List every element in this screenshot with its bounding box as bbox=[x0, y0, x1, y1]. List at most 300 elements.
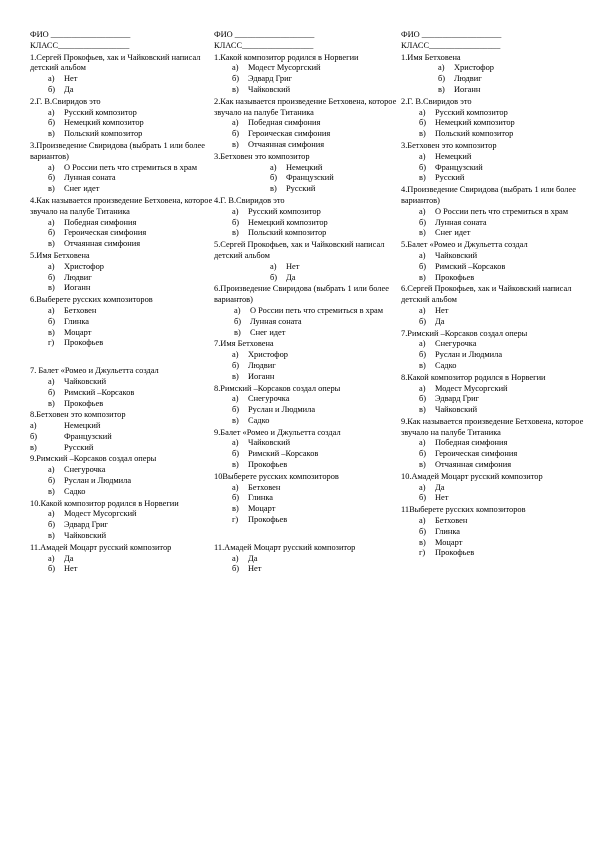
answer-option bbox=[401, 163, 586, 174]
option-letter: б) bbox=[232, 405, 240, 415]
answer-option bbox=[30, 273, 215, 284]
option-letter: б) bbox=[48, 173, 56, 183]
option-letter: б) bbox=[232, 564, 240, 574]
question-text: 3.Бетховен это композитор bbox=[401, 140, 497, 150]
answer-option bbox=[214, 173, 399, 184]
option-text: Французский bbox=[64, 431, 112, 441]
option-letter: а) bbox=[232, 350, 239, 360]
option-text: Русский bbox=[64, 442, 94, 452]
option-letter: б) bbox=[419, 316, 427, 326]
option-letter: б) bbox=[419, 118, 427, 128]
option-text: Снег идет bbox=[435, 228, 471, 238]
option-letter: в) bbox=[232, 504, 239, 514]
answer-option bbox=[214, 273, 399, 284]
option-text: Русский композитор bbox=[435, 107, 508, 117]
option-text: Чайковский bbox=[64, 531, 107, 541]
option-text: Моцарт bbox=[248, 504, 276, 514]
option-text: Христофор bbox=[454, 63, 494, 73]
option-letter: б) bbox=[419, 350, 427, 360]
answer-option bbox=[214, 118, 399, 129]
option-letter: б) bbox=[48, 387, 56, 397]
answer-option bbox=[214, 416, 399, 427]
option-text: Людвиг bbox=[454, 74, 482, 84]
option-letter: б) bbox=[232, 493, 240, 503]
option-letter: а) bbox=[232, 482, 239, 492]
option-letter: б) bbox=[48, 316, 56, 326]
question-text: 11.Амадей Моцарт русский композитор bbox=[214, 542, 356, 552]
question-text: 11Выберете русских композиторов bbox=[401, 505, 526, 515]
answer-option bbox=[30, 487, 215, 498]
answer-option bbox=[214, 317, 399, 328]
option-letter: в) bbox=[48, 184, 55, 194]
option-letter: а) bbox=[48, 376, 55, 386]
question-text: 6.Произведение Свиридова (выбрать 1 или более вариантов) bbox=[214, 284, 389, 305]
answer-option bbox=[30, 228, 215, 239]
option-text: Нет bbox=[64, 564, 78, 574]
question-text: 4.Произведение Свиридова (выбрать 1 или более вариантов) bbox=[401, 185, 576, 205]
option-text: Прокофьев bbox=[435, 548, 475, 558]
answer-option bbox=[30, 306, 215, 317]
answer-option bbox=[401, 273, 586, 284]
option-text: Бетховен bbox=[248, 482, 281, 492]
option-letter: а) bbox=[438, 63, 445, 73]
answer-option bbox=[30, 173, 215, 184]
question-text: 10.Какой композитор родился в Норвегии bbox=[30, 498, 179, 508]
option-text: Чайковский bbox=[248, 84, 291, 94]
answer-option bbox=[401, 493, 586, 504]
answer-option bbox=[401, 306, 586, 317]
answer-option bbox=[30, 421, 215, 432]
question-text: 1.Имя Бетховена bbox=[401, 52, 461, 62]
option-letter: в) bbox=[438, 84, 445, 94]
option-letter: б) bbox=[419, 394, 427, 404]
option-letter: а) bbox=[419, 151, 426, 161]
option-text: Победная симфония bbox=[435, 438, 508, 448]
option-text: Нет bbox=[64, 74, 78, 84]
answer-option bbox=[214, 306, 399, 317]
answer-option bbox=[30, 388, 215, 399]
question-text: 5.Имя Бетховена bbox=[30, 250, 90, 260]
option-letter: в) bbox=[48, 129, 55, 139]
option-text: Немецкий bbox=[64, 421, 101, 431]
answer-option bbox=[401, 108, 586, 119]
option-letter: б) bbox=[48, 476, 56, 486]
option-text: Чайковский bbox=[64, 376, 107, 386]
answer-option bbox=[30, 108, 215, 119]
option-text: Нет bbox=[435, 305, 449, 315]
answer-option bbox=[401, 394, 586, 405]
option-text: Да bbox=[435, 316, 445, 326]
option-text: Героическая симфония bbox=[64, 228, 147, 238]
option-text: Модест Мусоргский bbox=[64, 509, 137, 519]
answer-option bbox=[401, 438, 586, 449]
answer-option bbox=[401, 85, 586, 96]
question-text: 7.Римский –Корсаков создал оперы bbox=[401, 328, 528, 338]
answer-option bbox=[214, 564, 399, 575]
option-text: Иоганн bbox=[454, 84, 481, 94]
option-text: Иоганн bbox=[64, 283, 91, 293]
option-letter: а) bbox=[48, 162, 55, 172]
option-text: Да bbox=[64, 553, 74, 563]
option-letter: в) bbox=[270, 184, 277, 194]
option-letter: б) bbox=[419, 493, 427, 503]
option-text: Героическая симфония bbox=[248, 129, 331, 139]
option-text: О России петь что стремиться в храм bbox=[435, 206, 569, 216]
option-text: Глинка bbox=[64, 316, 90, 326]
option-letter: б) bbox=[48, 272, 56, 282]
option-text: Отчаянная симфония bbox=[64, 239, 141, 249]
answer-option bbox=[30, 476, 215, 487]
answer-option bbox=[30, 283, 215, 294]
option-text: Немецкий bbox=[286, 162, 323, 172]
option-letter: а) bbox=[48, 465, 55, 475]
question-text: 8.Бетховен это композитор bbox=[30, 410, 126, 420]
option-letter: в) bbox=[232, 84, 239, 94]
option-text: Снег идет bbox=[250, 327, 286, 337]
answer-option bbox=[30, 262, 215, 273]
answer-option bbox=[401, 538, 586, 549]
option-text: Глинка bbox=[435, 526, 461, 536]
answer-option bbox=[214, 438, 399, 449]
option-text: Садко bbox=[64, 486, 86, 496]
answer-option bbox=[30, 118, 215, 129]
option-text: Чайковский bbox=[435, 250, 478, 260]
option-letter: а) bbox=[48, 305, 55, 315]
option-text: Прокофьев bbox=[248, 515, 288, 525]
option-letter: в) bbox=[419, 537, 426, 547]
option-text: Победная симфония bbox=[64, 217, 137, 227]
spacer bbox=[214, 526, 399, 542]
option-letter: в) bbox=[419, 272, 426, 282]
option-text: Бетховен bbox=[435, 516, 468, 526]
option-text: Римский –Корсаков bbox=[248, 449, 319, 459]
option-letter: а) bbox=[419, 206, 426, 216]
answer-option bbox=[30, 163, 215, 174]
option-letter: в) bbox=[48, 283, 55, 293]
answer-option bbox=[401, 118, 586, 129]
answer-option bbox=[401, 339, 586, 350]
answer-option bbox=[30, 531, 215, 542]
option-letter: в) bbox=[232, 415, 239, 425]
option-text: Садко bbox=[435, 360, 457, 370]
answer-option bbox=[401, 317, 586, 328]
answer-option bbox=[30, 520, 215, 531]
option-text: Глинка bbox=[248, 493, 274, 503]
question-list bbox=[401, 53, 586, 560]
answer-option bbox=[401, 361, 586, 372]
option-letter: б) bbox=[438, 74, 446, 84]
option-letter: б) bbox=[270, 173, 278, 183]
option-letter: в) bbox=[419, 405, 426, 415]
option-text: Нет bbox=[248, 564, 262, 574]
option-letter: а) bbox=[232, 553, 239, 563]
option-text: Христофор bbox=[64, 261, 104, 271]
option-text: Немецкий bbox=[435, 151, 472, 161]
answer-option bbox=[401, 228, 586, 239]
answer-option bbox=[401, 152, 586, 163]
option-letter: а) bbox=[48, 217, 55, 227]
answer-option bbox=[401, 63, 586, 74]
spacer bbox=[30, 349, 215, 365]
answer-option bbox=[214, 85, 399, 96]
option-letter: б) bbox=[232, 74, 240, 84]
option-letter: в) bbox=[234, 327, 241, 337]
answer-option bbox=[214, 262, 399, 273]
question-text: 2.Как называется произведение Бетховена, которое звучало на палубе Титаника bbox=[214, 96, 397, 117]
question-text: 4.Г. В.Свиридов это bbox=[214, 195, 285, 205]
test-variant-3 bbox=[401, 30, 586, 559]
question-text: 9.Как называется произведение Бетховена, которое звучало на палубе Титаника bbox=[401, 416, 584, 437]
answer-option bbox=[401, 262, 586, 273]
answer-option bbox=[214, 163, 399, 174]
option-text: Русский bbox=[286, 184, 316, 194]
answer-option bbox=[30, 554, 215, 565]
option-letter: а) bbox=[419, 250, 426, 260]
answer-option bbox=[401, 350, 586, 361]
option-text: Прокофьев bbox=[64, 338, 104, 348]
option-text: Модест Мусоргский bbox=[435, 383, 508, 393]
option-text: Отчаянная симфония bbox=[435, 460, 512, 470]
option-text: Отчаянная симфония bbox=[248, 139, 325, 149]
option-text: Моцарт bbox=[64, 327, 92, 337]
option-text: Эдвард Григ bbox=[64, 520, 108, 530]
option-letter: в) bbox=[419, 173, 426, 183]
question-text: 6.Сергей Прокофьев, хак и Чайковский написал детский альбом bbox=[401, 284, 572, 305]
answer-option bbox=[401, 173, 586, 184]
answer-option bbox=[30, 328, 215, 339]
option-letter: г) bbox=[48, 338, 55, 348]
option-text: Победная симфония bbox=[248, 118, 321, 128]
question-text: 5.Сергей Прокофьев, хак и Чайковский написал детский альбом bbox=[214, 240, 385, 260]
question-text: 3.Произведение Свиридова (выбрать 1 или более вариантов) bbox=[30, 140, 205, 161]
question-text: 2.Г. В.Свиридов это bbox=[401, 96, 472, 106]
option-letter: в) bbox=[419, 360, 426, 370]
option-letter: б) bbox=[48, 520, 56, 530]
option-letter: а) bbox=[419, 339, 426, 349]
option-letter: в) bbox=[232, 460, 239, 470]
answer-option bbox=[214, 460, 399, 471]
option-letter: б) bbox=[48, 118, 56, 128]
question-text: 7. Балет «Ромео и Джульетта создал bbox=[30, 366, 159, 376]
option-letter: в) bbox=[419, 228, 426, 238]
answer-option bbox=[401, 405, 586, 416]
question-text: 7.Имя Бетховена bbox=[214, 339, 274, 349]
answer-option bbox=[30, 399, 215, 410]
option-text: Прокофьев bbox=[248, 460, 288, 470]
option-letter: а) bbox=[419, 383, 426, 393]
option-letter: б) bbox=[48, 564, 56, 574]
option-letter: а) bbox=[232, 63, 239, 73]
option-text: Польский композитор bbox=[435, 129, 514, 139]
option-text: Эдвард Григ bbox=[248, 74, 292, 84]
option-letter: а) bbox=[48, 107, 55, 117]
question-list bbox=[30, 53, 215, 576]
class-line: КЛАСС_________________ bbox=[30, 40, 130, 50]
option-letter: б) bbox=[419, 526, 427, 536]
option-letter: б) bbox=[419, 162, 427, 172]
option-letter: а) bbox=[48, 509, 55, 519]
option-text: Руслан и Людмила bbox=[64, 476, 132, 486]
answer-option bbox=[214, 554, 399, 565]
option-letter: а) bbox=[48, 261, 55, 271]
option-letter: а) bbox=[48, 553, 55, 563]
answer-option bbox=[401, 251, 586, 262]
answer-option bbox=[401, 460, 586, 471]
answer-option bbox=[214, 129, 399, 140]
answer-option bbox=[401, 527, 586, 538]
answer-option bbox=[401, 74, 586, 85]
option-text: Польский композитор bbox=[248, 228, 327, 238]
option-letter: а) bbox=[419, 305, 426, 315]
fio-line: ФИО ___________________ bbox=[30, 30, 131, 39]
option-text: Чайковский bbox=[248, 438, 291, 448]
option-text: Лунная соната bbox=[435, 217, 487, 227]
answer-option bbox=[214, 515, 399, 526]
answer-option bbox=[30, 129, 215, 140]
question-text: 8.Какой композитор родился в Норвегии bbox=[401, 372, 546, 382]
option-letter: в) bbox=[48, 327, 55, 337]
option-text: Бетховен bbox=[64, 305, 97, 315]
option-text: Модест Мусоргский bbox=[248, 63, 321, 73]
option-letter: в) bbox=[419, 129, 426, 139]
option-text: Римский –Корсаков bbox=[64, 387, 135, 397]
option-text: Нет bbox=[286, 261, 300, 271]
answer-option bbox=[214, 63, 399, 74]
answer-option bbox=[401, 384, 586, 395]
option-text: Эдвард Григ bbox=[435, 394, 479, 404]
option-text: Французский bbox=[435, 162, 483, 172]
option-text: Да bbox=[64, 84, 74, 94]
answer-option bbox=[30, 443, 215, 454]
option-text: Русский композитор bbox=[248, 206, 321, 216]
answer-option bbox=[214, 394, 399, 405]
option-letter: а) bbox=[48, 74, 55, 84]
option-text: О России петь что стремиться в храм bbox=[250, 305, 384, 315]
answer-option bbox=[30, 239, 215, 250]
option-text: Лунная соната bbox=[64, 173, 116, 183]
answer-option bbox=[30, 509, 215, 520]
option-letter: а) bbox=[232, 438, 239, 448]
option-letter: а) bbox=[232, 206, 239, 216]
answer-option bbox=[401, 129, 586, 140]
option-letter: б) bbox=[234, 316, 242, 326]
option-letter: б) bbox=[232, 360, 240, 370]
option-text: Иоганн bbox=[248, 371, 275, 381]
option-letter: б) bbox=[48, 228, 56, 238]
option-letter: б) bbox=[270, 272, 278, 282]
answer-option bbox=[214, 361, 399, 372]
answer-option bbox=[214, 483, 399, 494]
answer-option bbox=[401, 449, 586, 460]
option-letter: б) bbox=[30, 431, 38, 441]
answer-option bbox=[401, 548, 586, 559]
answer-option bbox=[214, 405, 399, 416]
option-letter: б) bbox=[232, 449, 240, 459]
question-text: 4.Как называется произведение Бетховена, которое звучало на палубе Титаника bbox=[30, 195, 213, 216]
option-letter: в) bbox=[48, 398, 55, 408]
option-letter: в) bbox=[232, 228, 239, 238]
option-text: Лунная соната bbox=[250, 316, 302, 326]
option-text: Руслан и Людмила bbox=[435, 350, 503, 360]
question-text: 11.Амадей Моцарт русский композитор bbox=[30, 542, 172, 552]
answer-option bbox=[214, 328, 399, 339]
option-letter: б) bbox=[232, 217, 240, 227]
option-letter: а) bbox=[234, 305, 241, 315]
question-text: 3.Бетховен это композитор bbox=[214, 151, 310, 161]
answer-option bbox=[30, 338, 215, 349]
option-text: Немецкий композитор bbox=[435, 118, 515, 128]
option-text: Снегурочка bbox=[248, 394, 290, 404]
answer-option bbox=[30, 218, 215, 229]
option-text: Людвиг bbox=[64, 272, 92, 282]
answer-option bbox=[214, 493, 399, 504]
option-letter: а) bbox=[419, 438, 426, 448]
answer-option bbox=[214, 350, 399, 361]
option-letter: а) bbox=[419, 516, 426, 526]
option-text: Героическая симфония bbox=[435, 449, 518, 459]
option-letter: а) bbox=[270, 261, 277, 271]
option-text: Снегурочка bbox=[64, 465, 106, 475]
answer-option bbox=[214, 218, 399, 229]
answer-option bbox=[214, 184, 399, 195]
option-text: Римский –Корсаков bbox=[435, 261, 506, 271]
answer-option bbox=[30, 184, 215, 195]
answer-option bbox=[214, 228, 399, 239]
answer-option bbox=[214, 207, 399, 218]
answer-option bbox=[214, 74, 399, 85]
answer-option bbox=[401, 483, 586, 494]
option-letter: в) bbox=[419, 460, 426, 470]
option-text: Да bbox=[286, 272, 296, 282]
option-text: Людвиг bbox=[248, 360, 276, 370]
option-text: Снег идет bbox=[64, 184, 100, 194]
fio-line: ФИО ___________________ bbox=[214, 30, 315, 39]
option-letter: б) bbox=[48, 84, 56, 94]
option-text: Русский композитор bbox=[64, 107, 137, 117]
option-letter: б) bbox=[419, 449, 427, 459]
option-text: Прокофьев bbox=[64, 398, 104, 408]
question-text: 1.Сергей Прокофьев, хак и Чайковский написал детский альбом bbox=[30, 52, 201, 73]
option-text: Русский bbox=[435, 173, 465, 183]
option-letter: б) bbox=[419, 217, 427, 227]
option-letter: а) bbox=[270, 162, 277, 172]
option-text: Да bbox=[435, 482, 445, 492]
question-list bbox=[214, 53, 399, 576]
option-text: Польский композитор bbox=[64, 129, 143, 139]
option-letter: а) bbox=[232, 394, 239, 404]
question-text: 1.Какой композитор родился в Норвегии bbox=[214, 52, 359, 62]
answer-option bbox=[30, 465, 215, 476]
question-text: 6.Выберете русских композиторов bbox=[30, 295, 153, 305]
option-letter: в) bbox=[232, 371, 239, 381]
answer-option bbox=[30, 85, 215, 96]
answer-option bbox=[401, 516, 586, 527]
question-text: 5.Балет «Ромео и Джульетта создал bbox=[401, 240, 528, 250]
answer-option bbox=[30, 377, 215, 388]
option-text: Да bbox=[248, 553, 258, 563]
option-letter: в) bbox=[30, 442, 37, 452]
answer-option bbox=[214, 449, 399, 460]
option-letter: г) bbox=[419, 548, 426, 558]
option-letter: б) bbox=[232, 129, 240, 139]
option-text: Садко bbox=[248, 415, 270, 425]
answer-option bbox=[401, 218, 586, 229]
option-letter: а) bbox=[30, 421, 37, 431]
answer-option bbox=[30, 74, 215, 85]
fio-line: ФИО ___________________ bbox=[401, 30, 502, 39]
question-text: 8.Римский –Корсаков создал оперы bbox=[214, 383, 341, 393]
answer-option bbox=[214, 140, 399, 151]
